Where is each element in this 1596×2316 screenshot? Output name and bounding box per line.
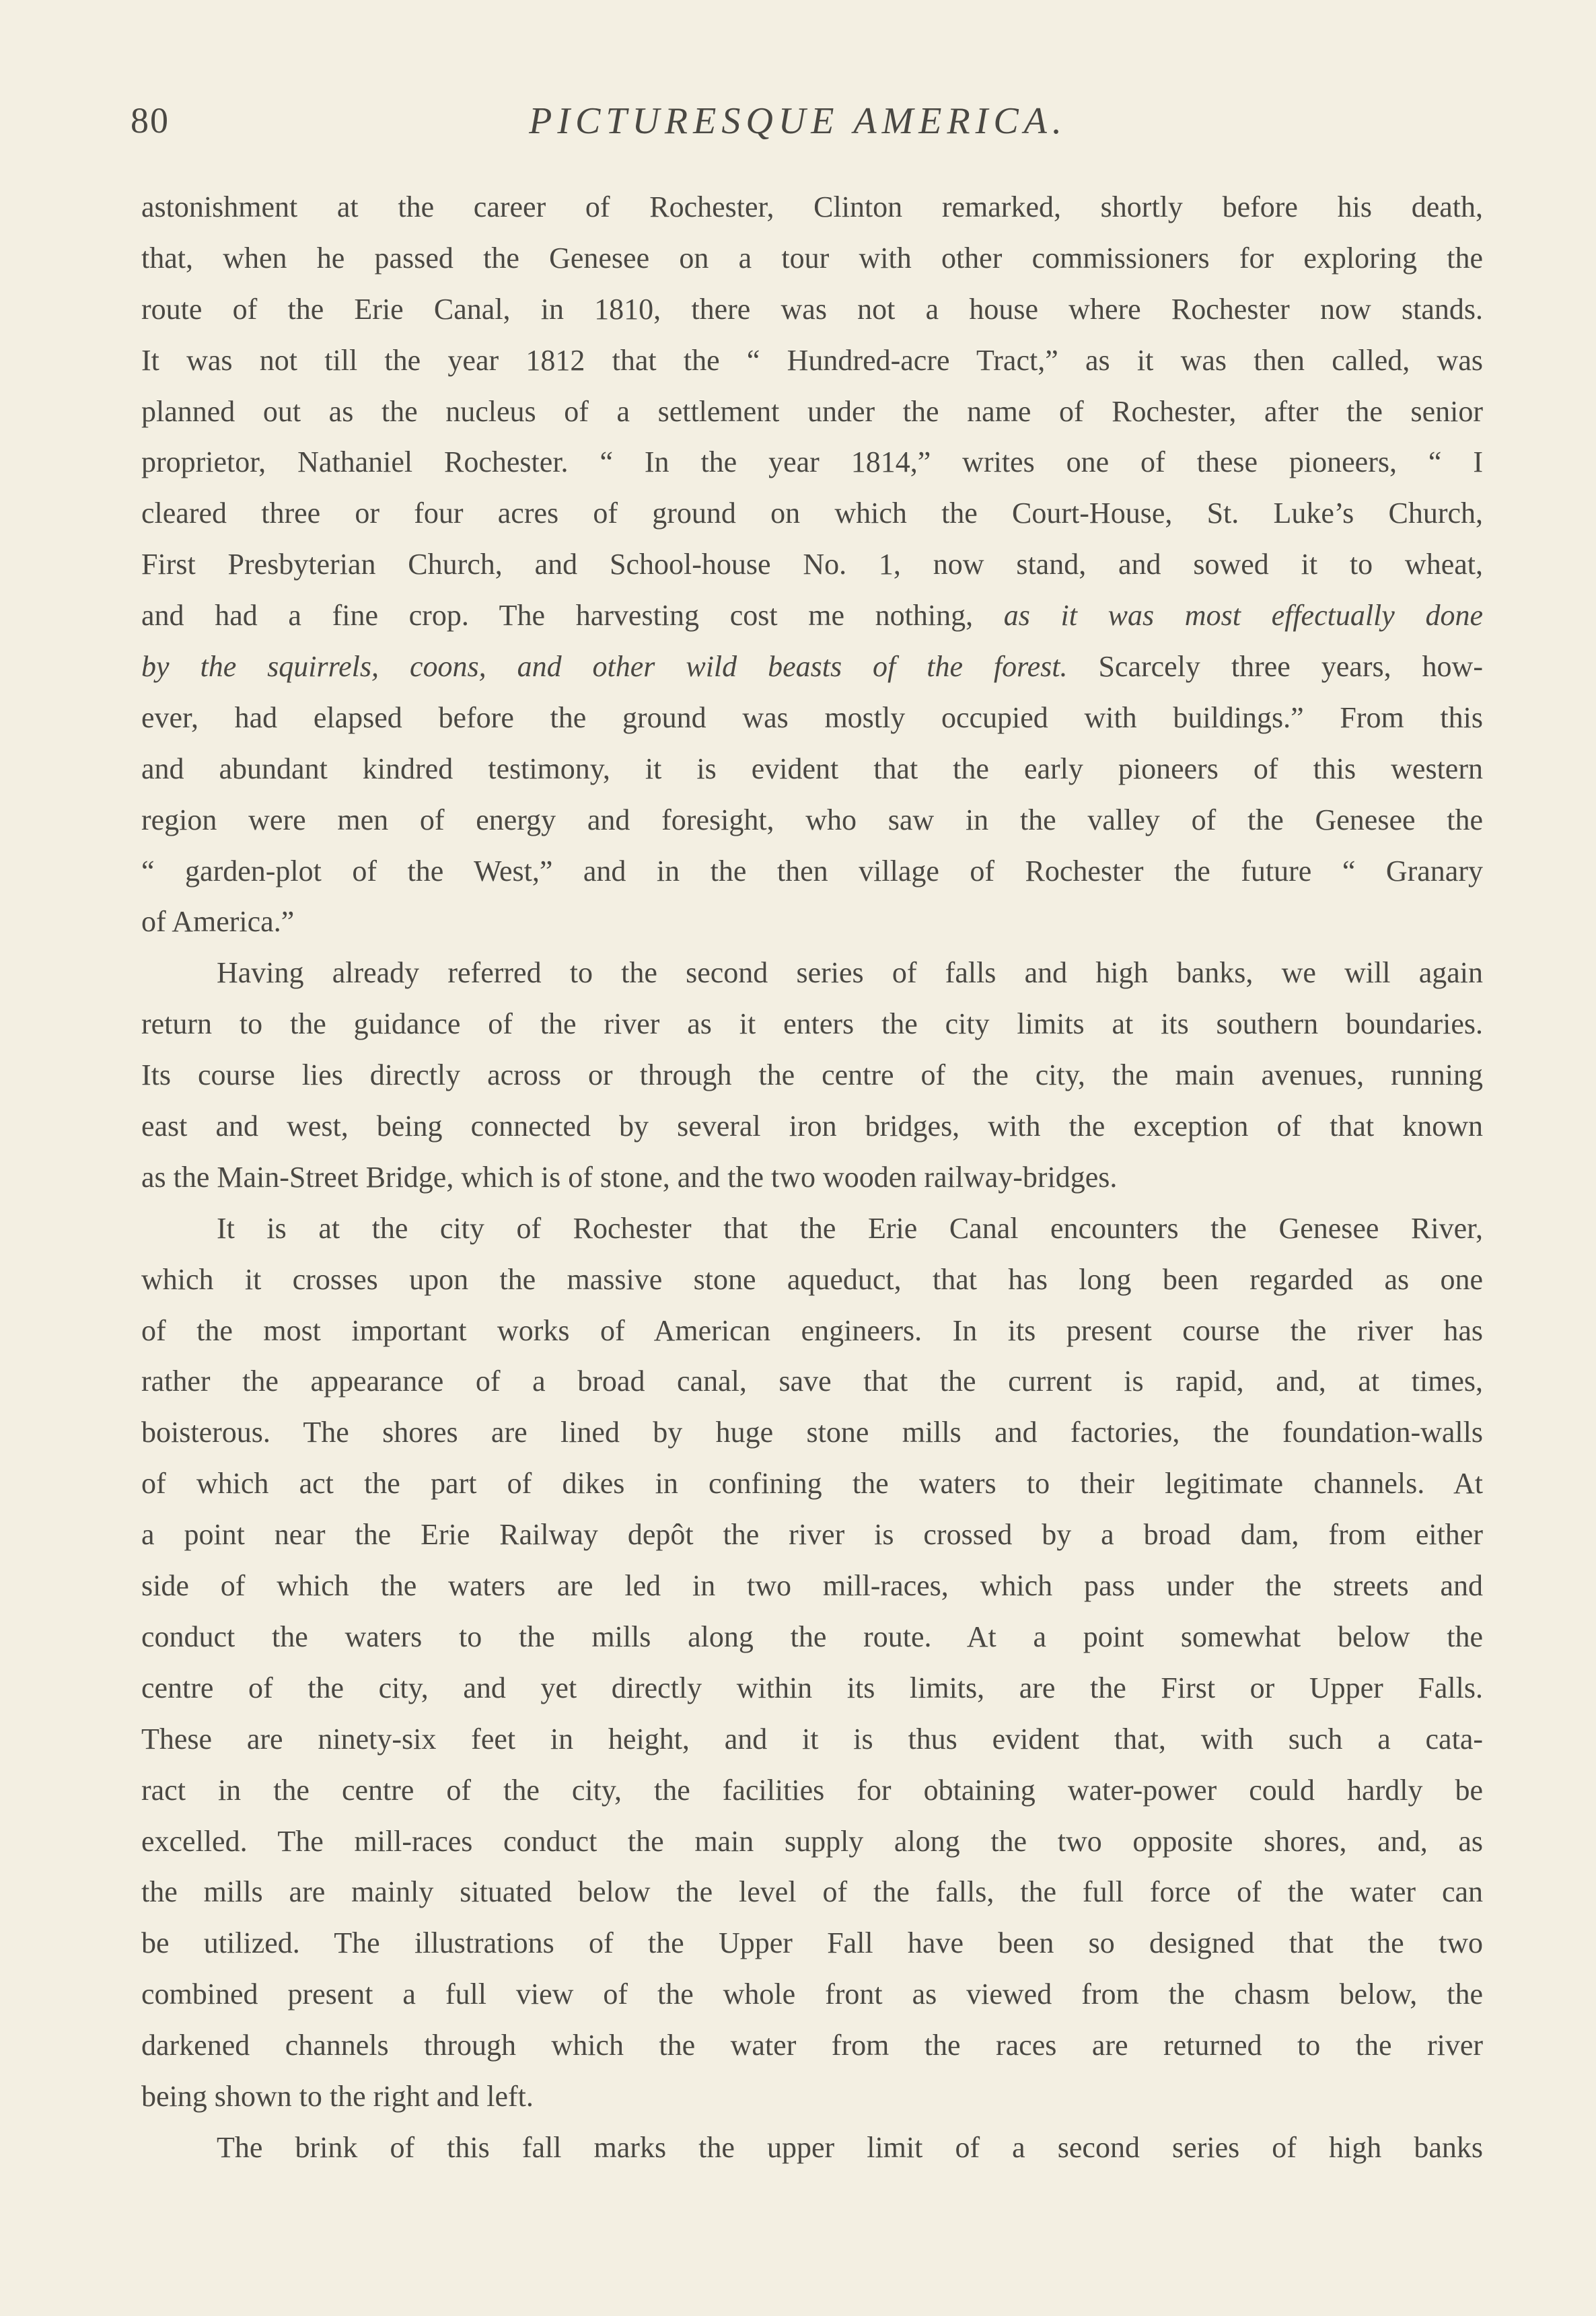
text-line: side of which the waters are led in two mill-races, which pass under the streets and: [141, 1569, 1483, 1603]
running-title: PICTURESQUE AMERICA.: [529, 100, 1067, 142]
text-line-mixed: [141, 641, 1483, 692]
text-line: of which act the part of dikes in confining the waters to their legitimate channels. At: [141, 1467, 1483, 1500]
text-line: as the Main-Street Bridge, which is of stone, and the two wooden railway-bridges.: [141, 1160, 1118, 1194]
text-line: It was not till the year 1812 that the “ Hundred-acre Tract,” as it was then called, was: [141, 343, 1483, 377]
text-line: excelled. The mill-races conduct the main supply along the two opposite shores, and, as: [141, 1824, 1483, 1858]
text-line-mixed: [141, 590, 1483, 641]
text-line: It is at the city of Rochester that the Erie Canal encounters the Genesee River,: [217, 1211, 1483, 1245]
text-line: of the most important works of American engineers. In its present course the river has: [141, 1313, 1483, 1347]
text-line: ever, had elapsed before the ground was mostly occupied with buildings.” From this: [141, 700, 1483, 734]
text-line: The brink of this fall marks the upper limit of a second series of high banks: [217, 2130, 1483, 2164]
text-line: route of the Erie Canal, in 1810, there was not a house where Rochester now stands.: [141, 292, 1483, 326]
italic-run: as it was most effectually done: [1003, 599, 1484, 632]
text-line: astonishment at the career of Rochester, Clinton remarked, shortly before his death,: [141, 190, 1483, 223]
text-line: being shown to the right and left.: [141, 2079, 534, 2113]
text-line: darkened channels through which the water from the races are returned to the river: [141, 2029, 1483, 2062]
text-line: boisterous. The shores are lined by huge stone mills and factories, the foundation-walls: [141, 1416, 1483, 1449]
text-line: ract in the centre of the city, the facilities for obtaining water-power could hardly be: [141, 1773, 1483, 1807]
text-line: and abundant kindred testimony, it is evident that the early pioneers of this western: [141, 752, 1483, 785]
text-line: a point near the Erie Railway depôt the river is crossed by a broad dam, from either: [141, 1518, 1483, 1552]
text-line: be utilized. The illustrations of the Upper Fall have been so designed that the two: [141, 1926, 1483, 1960]
italic-run: by the squirrels, coons, and other wild beasts of the forest.: [141, 650, 1068, 684]
text-line: These are ninety-six feet in height, and it is thus evident that, with such a cata-: [141, 1722, 1483, 1756]
text-line: which it crosses upon the massive stone aqueduct, that has long been regarded as one: [141, 1262, 1483, 1296]
text-line: region were men of energy and foresight, who saw in the valley of the Genesee the: [141, 803, 1483, 836]
page-header: [0, 100, 1596, 153]
text-run: Scarcely three years, how-: [1067, 650, 1483, 684]
text-line: “ garden-plot of the West,” and in the then village of Rochester the future “ Granary: [141, 854, 1483, 888]
text-line: conduct the waters to the mills along the route. At a point somewhat below the: [141, 1620, 1483, 1653]
text-line: return to the guidance of the river as it enters the city limits at its southern boundaries.: [141, 1007, 1483, 1041]
text-line: rather the appearance of a broad canal, save that the current is rapid, and, at times,: [141, 1365, 1483, 1398]
text-line: Its course lies directly across or through the centre of the city, the main avenues, running: [141, 1058, 1483, 1092]
text-line: that, when he passed the Genesee on a tour with other commissioners for exploring the: [141, 241, 1483, 275]
text-line: Having already referred to the second series of falls and high banks, we will again: [217, 956, 1483, 990]
text-line: cleared three or four acres of ground on which the Court-House, St. Luke’s Church,: [141, 497, 1483, 530]
text-line: First Presbyterian Church, and School-house No. 1, now stand, and sowed it to wheat,: [141, 548, 1483, 581]
text-line: combined present a full view of the whole front as viewed from the chasm below, the: [141, 1978, 1483, 2011]
text-line: planned out as the nucleus of a settlement under the name of Rochester, after the senior: [141, 394, 1483, 428]
text-line: centre of the city, and yet directly within its limits, are the First or Upper Falls.: [141, 1671, 1483, 1704]
text-line: east and west, being connected by several iron bridges, with the exception of that known: [141, 1110, 1483, 1143]
text-line: proprietor, Nathaniel Rochester. “ In the year 1814,” writes one of these pioneers, “ I: [141, 445, 1483, 479]
text-run: and had a fine crop. The harvesting cost me nothing,: [141, 599, 1004, 632]
page-number: 80: [131, 100, 170, 141]
text-line: the mills are mainly situated below the level of the falls, the full force of the water can: [141, 1875, 1483, 1909]
body-text: [141, 182, 1483, 2173]
text-line: of America.”: [141, 905, 295, 939]
